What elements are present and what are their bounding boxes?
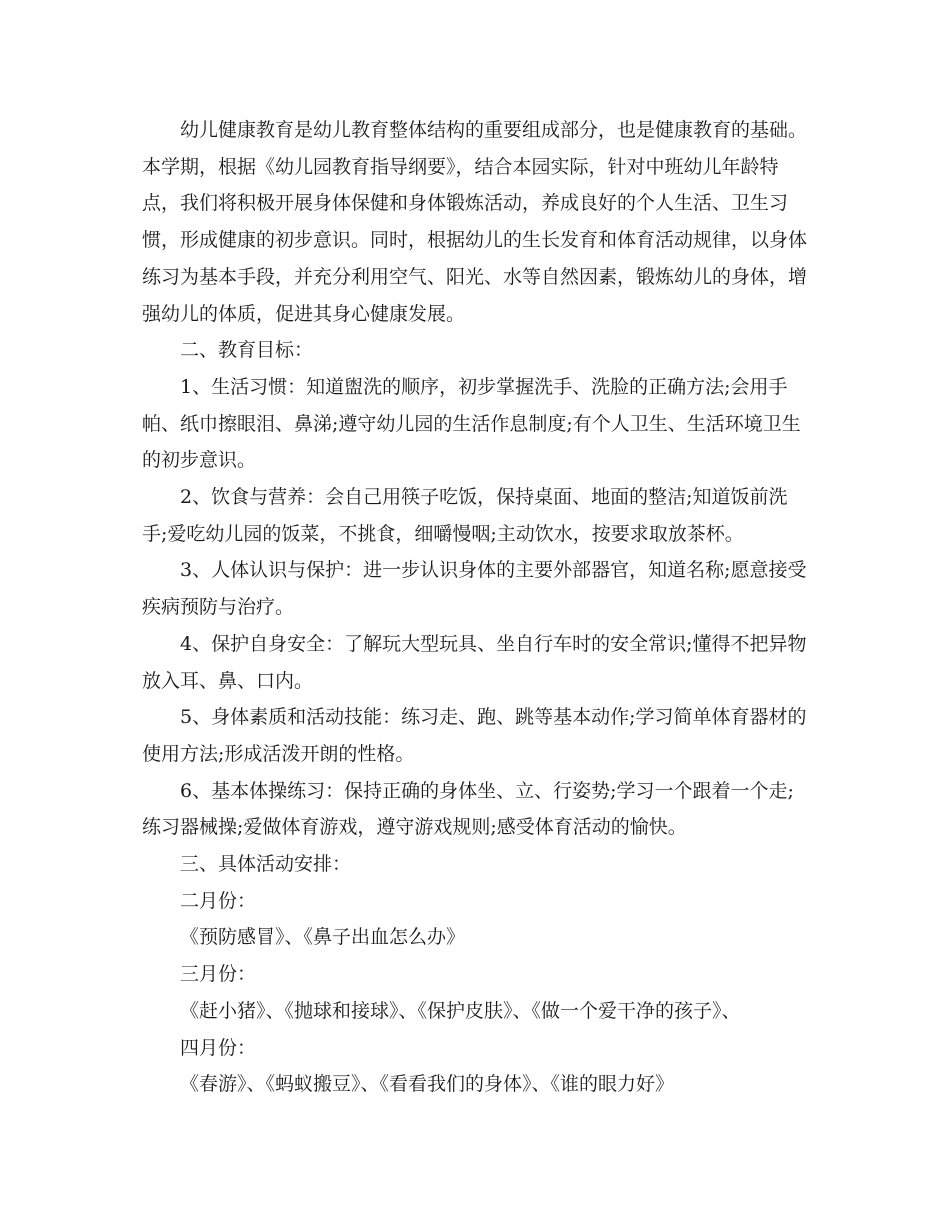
month-label-april: 四月份： bbox=[180, 1036, 257, 1059]
goal-item-3: 3、人体认识与保护：进一步认识身体的主要外部器官，知道名称;愿意接受疾病预防与治疗。 bbox=[142, 559, 807, 619]
goal-item-4: 4、保护自身安全：了解玩大型玩具、坐自行车时的安全常识;懂得不把异物放入耳、鼻、口内。 bbox=[142, 632, 807, 692]
activity-list-february: 《预防感冒》、《鼻子出血怎么办》 bbox=[180, 926, 466, 949]
month-label-march: 三月份： bbox=[180, 963, 257, 986]
activity-list-march: 《赶小猪》、《抛球和接球》、《保护皮肤》、《做一个爱干净的孩子》、 bbox=[180, 999, 741, 1022]
section-heading-activities: 三、具体活动安排： bbox=[180, 853, 352, 876]
goal-item-5: 5、身体素质和活动技能：练习走、跑、跳等基本动作;学习简单体育器材的使用方法;形成活泼开朗的性格。 bbox=[142, 706, 807, 765]
goal-item-2: 2、饮食与营养：会自己用筷子吃饭，保持桌面、地面的整洁;知道饭前洗手;爱吃幼儿园的饭菜，不挑食，细嚼慢咽;主动饮水，按要求取放茶杯。 bbox=[142, 486, 788, 545]
activity-list-april: 《春游》、《蚂蚁搬豆》、《看看我们的身体》、《谁的眼力好》 bbox=[180, 1073, 675, 1096]
goal-item-6: 6、基本体操练习：保持正确的身体坐、立、行姿势;学习一个跟着一个走;练习器械操;爱做体育游戏，遵守游戏规则;感受体育活动的愉快。 bbox=[142, 779, 794, 839]
intro-paragraph: 幼儿健康教育是幼儿教育整体结构的重要组成部分，也是健康教育的基础。本学期，根据《幼儿园教育指导纲要》，结合本园实际，针对中班幼儿年龄特点，我们将积极开展身体保健和身体锻炼活动，养成良好的个人生活、卫生习惯，形成健康的初步意识。同时，根据幼儿的生长发育和体育活动规律，以身体练习为基本手段，并充分利用空气、阳光、水等自然因素，锻炼幼儿的身体，增强幼儿的体质，促进其身心健康发展。 bbox=[142, 119, 808, 325]
section-heading-goals: 二、教育目标： bbox=[180, 339, 314, 362]
document-body bbox=[142, 112, 807, 1103]
goal-item-1: 1、生活习惯：知道盥洗的顺序，初步掌握洗手、洗脸的正确方法;会用手帕、纸巾擦眼泪、鼻涕;遵守幼儿园的生活作息制度;有个人卫生、生活环境卫生的初步意识。 bbox=[142, 375, 801, 472]
month-label-february: 二月份： bbox=[180, 889, 257, 912]
